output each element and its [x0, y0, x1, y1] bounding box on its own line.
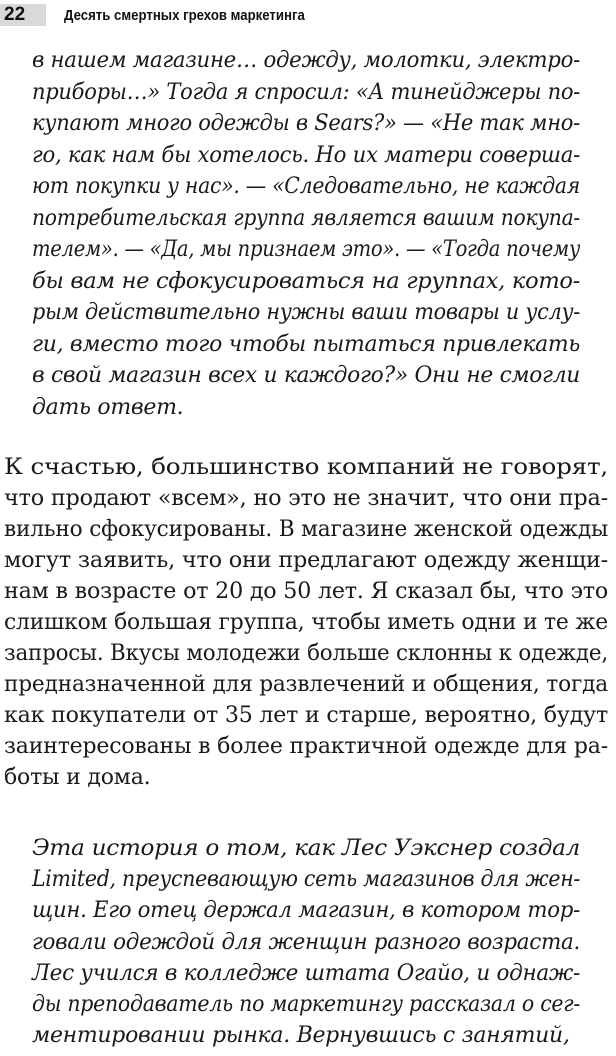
text-line: нам в возрасте от 20 до 50 лет. Я сказал бы, что это: [4, 579, 609, 604]
text-line: запросы. Вкусы молодежи больше склонны к одежде,: [4, 641, 608, 666]
text-line: К счастью, большинство компаний не говорят,: [4, 455, 609, 480]
text-line: могут заявить, что они предлагают одежду женщи-: [4, 548, 608, 573]
text-line: что продают «всем», но это не значит, что они пра-: [4, 486, 608, 511]
text-line: слишком большая группа, чтобы иметь одни и те же: [4, 610, 609, 635]
text-line: ментировании рынка. Вернувшись с занятий,: [32, 1023, 570, 1049]
text-line: щин. Его отец держал магазин, в котором тор-: [32, 898, 581, 924]
quote-block-1: [0, 45, 616, 423]
text-line: дать ответ.: [32, 394, 184, 420]
text-line: Limited, преуспевающую сеть магазинов для жен-: [32, 867, 581, 893]
text-line: Лес учился в колледже штата Огайо, и однаж-: [32, 960, 581, 986]
text-line: ют покупки у нас». — «Следовательно, не каждая: [32, 174, 580, 199]
quote-block-2: [0, 833, 616, 1051]
text-line: как покупатели от 35 лет и старше, вероятно, будут: [4, 703, 609, 728]
text-line: в нашем магазине… одежду, молотки, электро-: [32, 48, 581, 73]
text-line: потребительская группа является вашим покупа-: [32, 205, 581, 231]
running-title: Десять смертных грехов маркетинга: [64, 7, 305, 24]
text-line: рым действительно нужны ваши товары и услу-: [32, 300, 581, 325]
text-line: ды преподаватель по маркетингу рассказал о сег-: [32, 991, 580, 1017]
text-line: телем». — «Да, мы признаем это». — «Тогда почему: [32, 237, 581, 262]
text-line: заинтересованы в более практичной одежде для ра-: [4, 734, 608, 759]
text-line: предназначенной для развлечений и общения, тогда: [4, 672, 608, 697]
page-header: [0, 0, 616, 30]
text-line: го, как нам бы хотелось. Но их матери соверша-: [32, 142, 581, 168]
text-line: боты и дома.: [4, 765, 151, 790]
text-line: в свой магазин всех и каждого?» Они не смогли: [32, 363, 580, 388]
text-line: вильно сфокусированы. В магазине женской одежды: [4, 517, 609, 542]
text-line: говали одеждой для женщин разного возраста.: [32, 929, 581, 955]
text-line: Эта история о том, как Лес Уэкснер создал: [32, 836, 581, 861]
text-line: приборы…» Тогда я спросил: «А тинейджеры по-: [32, 79, 581, 105]
text-line: купают много одежды в Sears?» — «Не так мно-: [32, 111, 580, 136]
text-line: бы вам не сфокусироваться на группах, кото-: [32, 268, 580, 294]
body-paragraph-1: [0, 452, 616, 793]
text-line: ги, вместо того чтобы пытаться привлекать: [32, 331, 580, 357]
page-number: 22: [0, 4, 46, 26]
